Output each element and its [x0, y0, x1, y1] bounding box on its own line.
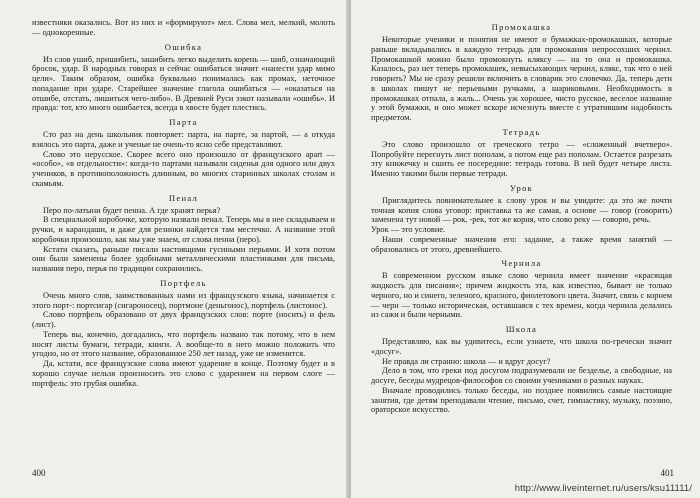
paragraph: Перо по-латыни будет пенна. А где хранят перья? [43, 205, 221, 215]
paragraph: Наши современные значения его: задание, а также время занятий — образовались от этого, древнейшего. [371, 234, 672, 254]
paragraph: известняки оказались. Вот из них и «формируют» мел. Слова мел, мелкий, молоть — однокоренные. [32, 18, 335, 37]
paragraph: Да, кстати, все французские слова имеют ударение в конце. Поэтому будет и в хорошо случае нельзя произносить это слово с ударением на первом слоге — портфель: это грубая ошибка. [32, 359, 335, 388]
paragraph: В специальной коробочке, которую назвали пенал. Теперь мы в нее складываем и ручки, и карандаши, и даже для резинки найдется там местечко. А название этой коробочки произошло, как мы уже знаем, от слова пенна (перо). [32, 215, 335, 244]
paragraph: В современном русском языке слово чернила имеет значение «красящая жидкость для писания»; причем жидкость эта, как известно, бывает не только черного, но и синего, зеленого, красного, фиолетового цвета. Значит, связь с корнем — черн — только историческая, оставшаяся с тех времен, когда чернила делались из сажи и были черными. [371, 271, 672, 320]
page-number-left: 400 [32, 468, 46, 478]
section-heading-urok: Урок [509, 182, 534, 193]
right-page [351, 0, 700, 498]
section-heading-promokashka: Промокашка [491, 22, 552, 32]
paragraph: Очень много слов, заимствованных нами из французского языка, начинается с этого порт-: портсигар (сигароносец), портмоне (деньгонос), портфель (листонос). [32, 290, 335, 310]
section-heading-oshibka: Ошибка [164, 41, 203, 52]
section-heading-parta: Парта [169, 117, 198, 127]
section-heading-penal: Пенал [168, 192, 199, 203]
section-heading-portfel: Портфель [160, 277, 207, 288]
paragraph: Не правда ли странно: школа — и вдруг досуг? [382, 356, 551, 366]
left-page [0, 0, 349, 498]
paragraph: Дело в том, что греки под досугом подразумевали не безделье, а свободные, на досуге, беседы мудрецов-философов со своими учениками о разных науках. [371, 366, 672, 385]
section-heading-chernila: Чернила [501, 258, 542, 269]
paragraph: Приглядитесь повнимательнее к слову урок и вы увидите: да это же почти точная копия слова уговор: приставка та же самая, а основе — говор (говорить) заменена тут новой — рок, -рек, тот же корня, что слово реку — говорю, речь. [371, 195, 672, 225]
section-heading-tetrad: Тетрадь [502, 126, 541, 137]
paragraph: Сто раз на день школьник повторяет: парта, на парте, за партой, — а откуда взялось это парта, даже и ученые не очень-то ясно себе представляют. [32, 130, 335, 149]
paragraph: Некоторые ученики и понятия не имеют о бумажках-промокашках, которые раньше вкладывались в каждую тетрадь для промокания непросохших чернил. Промокашкой можно было промокнуть кляксу — на то она и промокашка. Казалось, раз нет теперь промокашек, невысыхающих чернил, клякс, так что о ней говорить? Мы не сразу решили включить в словарик это словечко. Да, теперь дети в школах пишут не перьевыми ручками, а шариковыми. Необходимость в промокашках отпала, а жаль... Очень уж хорошее, чисто русское, веселое название у этой бумажки, и оно может вскоре исчезнуть вместе с утратившим надобность предметом. [371, 35, 672, 122]
paragraph: Слово портфель образовано от двух французских слов: порте (носить) и фель (лист). [32, 310, 335, 329]
right-page-text [371, 22, 672, 415]
left-page-text [32, 18, 335, 388]
paragraph: Кстати сказать, раньше писали настоящими гусиными перьями. И хотя потом они были заменены более удобными металлическими пластинками для письма, названия перо, перья по традиции сохранились. [32, 244, 335, 273]
paragraph: Слово это нерусское. Скорее всего оно произошло от французского apart — «особо», «в отдельности»: когда-то партами называли сиденья для одного или двух учеников, в противоположность длинным, во многих старинных школах столам и скамьям. [32, 149, 335, 188]
section-heading-shkola: Школа [505, 324, 538, 334]
paragraph: Представляю, как вы удивитесь, если узнаете, что школа по-гречески значит «досуг». [371, 337, 672, 356]
paragraph: Теперь вы, конечно, догадались, что портфель названо так потому, что в нем носят листы бумаги, тетради, книги. А вообще-то в него можно положить что угодно, но от этого название, образованное 250 лет назад, уже не изменится. [32, 329, 335, 359]
paragraph: Из слов ушиб, пришибить, зашибить легко выделить корень — шиб, означающий бросок, удар. В народных говорах и сейчас ошибаться значит «нанести удар мимо цели». Таким образом, ошибка буквально понималась как промах, неточное попадание при ударе. Старейшее значение глагола ошибаться — «оказаться на отшибе, отстать, лишиться чего-либо». В Древней Руси зэкот называли «ошибь». И правда: тот, кто много ошибается, всегда в хвосте будет плестись. [32, 54, 335, 113]
paragraph: Вначале проводились только беседы, но позднее появились самые настоящие занятия, где детям преподавали чтение, письмо, счет, гимнастику, музыку, поэзию, ораторское искусство. [371, 385, 672, 415]
page-number-right: 401 [660, 468, 674, 478]
paragraph: Это слово произошло от греческого тетро — «сложенный вчетверо». Попробуйте перегнуть лист пополам, а потом еще раз пополам. Остается разрезать эту книжечку и сшить ее посередине: тетрадь готова. В ней будет четыре листа. Именно такими были первые тетради. [371, 139, 672, 178]
watermark-url: http://www.liveinternet.ru/users/ksu11111/ [514, 483, 692, 494]
paragraph: Урок — это условие. [371, 225, 446, 234]
